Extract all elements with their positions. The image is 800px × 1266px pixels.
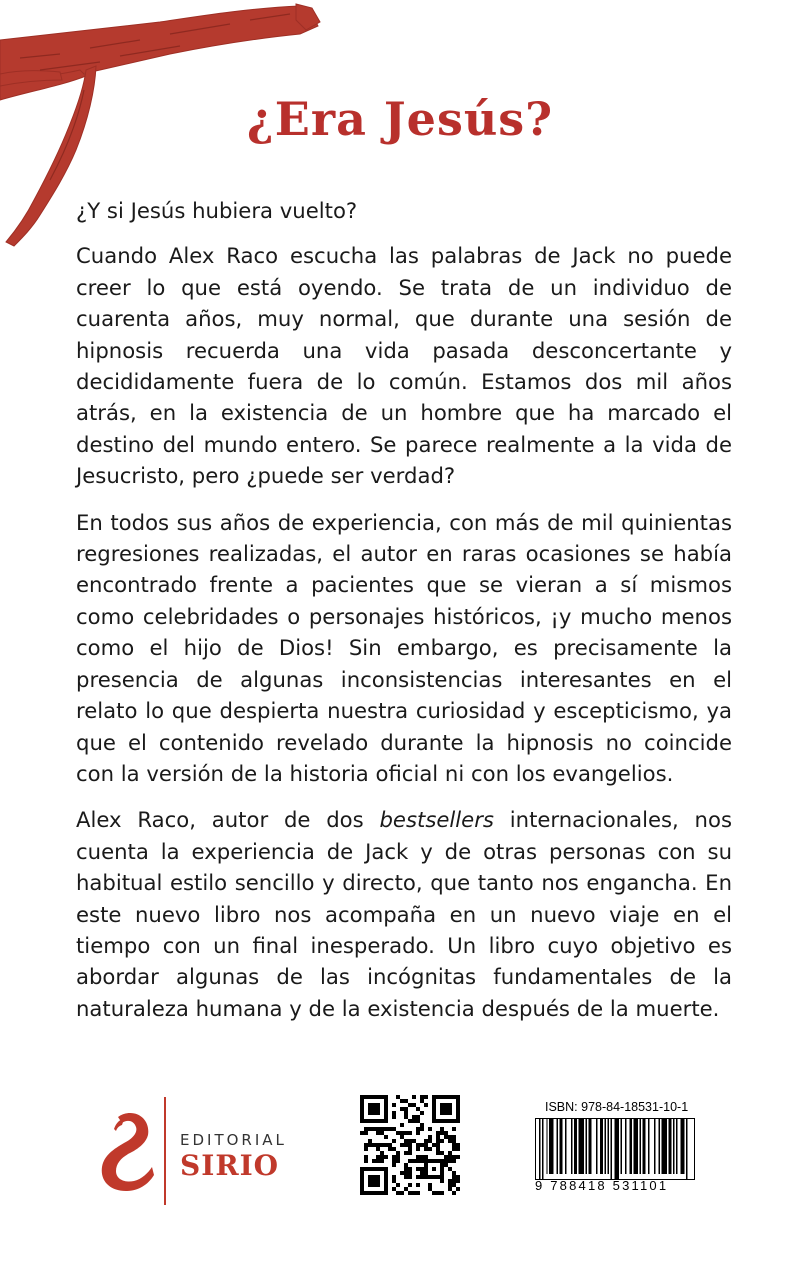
book-title: ¿Era Jesús? [246, 92, 554, 146]
blurb-paragraph-1: Cuando Alex Raco escucha las palabras de Jack no puede creer lo que está oyendo. Se trata de un individuo de cuarenta años, muy normal, que durante una sesión de hipnosis recuerda una vida pasada desconcertante y decididamente fuera de lo común. Estamos dos mil años atrás, en la existencia de un hombre que ha marcado el destino del mundo entero. Se parece realmente a la vida de Jesucristo, pero ¿puede ser verdad? [76, 243, 732, 489]
publisher-name: SIRIO [180, 1149, 280, 1182]
publisher-label: EDITORIAL [180, 1131, 287, 1149]
publisher-logo [100, 1097, 330, 1207]
blurb-paragraph-2: En todos sus años de experiencia, con más de mil quinientas regresiones realizadas, el autor en raras ocasiones se había encontrado frente a pacientes que se vieran a sí mismos como celebridades o personajes históricos, ¡y mucho menos como el hijo de Dios! Sin embargo, es precisamente la presencia de algunas inconsistencias interesantes en el relato lo que despierta nuestra curiosidad y escepticismo, ya que el contenido revelado durante la hipnosis no coincide con la versión de la historia oficial ni con los evangelios. [76, 509, 732, 786]
bestsellers-italic: bestsellers [379, 807, 494, 833]
publisher-divider [164, 1097, 166, 1205]
isbn-barcode [535, 1100, 705, 1200]
blurb [76, 195, 732, 1039]
blurb-question: ¿Y si Jesús hubiera vuelto? [76, 198, 358, 223]
barcode-digits: 9 788418 531101 [535, 1178, 669, 1193]
blurb-paragraph-3-start: Alex Raco, autor de dos [76, 807, 380, 833]
swan-logo-icon [100, 1109, 154, 1191]
barcode-bars [535, 1118, 695, 1180]
qr-code-icon [360, 1095, 460, 1195]
blurb-paragraph-3-end: internacionales, nos cuenta la experiencia de Jack y de otras personas con su habitual estilo sencillo y directo, que tanto nos engancha. En este nuevo libro nos acompaña en un nuevo viaje en el tiempo con un final inesperado. Un libro cuyo objetivo es abordar algunas de las incógnitas fundamentales de la naturaleza humana y de la existencia después de la muerte. [76, 807, 732, 1021]
blurb-paragraph-3 [76, 804, 732, 1024]
isbn-label: ISBN: 978-84-18531-10-1 [545, 1100, 689, 1114]
